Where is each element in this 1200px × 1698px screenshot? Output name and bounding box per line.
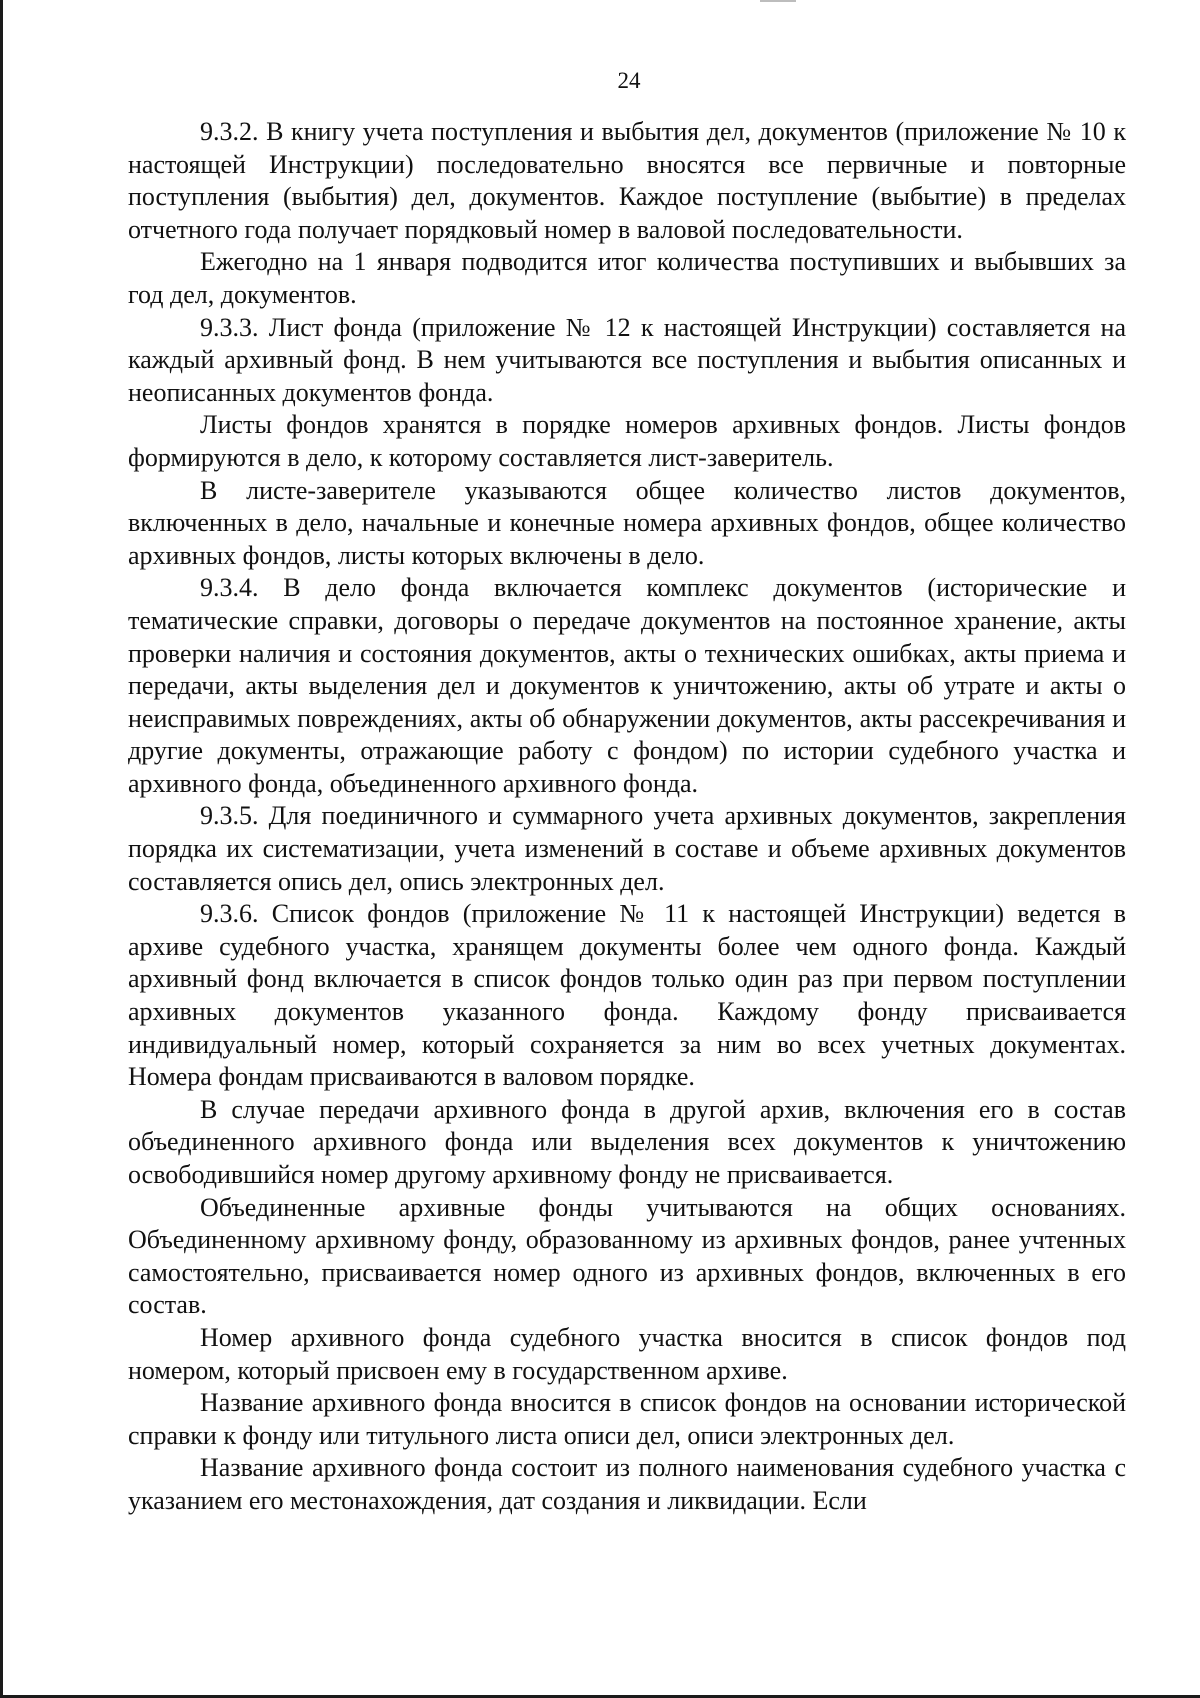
paragraph-fund-name-composition: Название архивного фонда состоит из полного наименования судебного участка с указанием его местонахождения, дат создания и ликвидации. Если bbox=[128, 1453, 1126, 1515]
paragraph-9-3-6: 9.3.6. Список фондов (приложение № 11 к настоящей Инструкции) ведется в архиве судебного участка, хранящем документы более чем одного фонда. Каждый архивный фонд включается в список фондов только один раз при первом поступлении архивных документов указанного фонда. Каждому фонду присваивается индивидуальный номер, который сохраняется за ним во всех учетных документах. Номера фондам присваиваются в валовом порядке. bbox=[128, 899, 1126, 1092]
page-number: 24 bbox=[617, 68, 641, 93]
paragraph-9-3-4: 9.3.4. В дело фонда включается комплекс документов (исторические и тематические справки, договоры о передаче документов на постоянное хранение, акты проверки наличия и состояния документов, акты о технических ошибках, акты приема и передачи, акты выделения дел и документов к уничтожению, акты об утрате и акты о неисправимых повреждениях, акты об обнаружении документов, акты рассекречивания и другие документы, отражающие работу с фондом) по истории судебного участка и архивного фонда, объединенного архивного фонда. bbox=[128, 573, 1126, 798]
paragraph-annual-total: Ежегодно на 1 января подводится итог количества поступивших и выбывших за год дел, документов. bbox=[128, 247, 1126, 309]
paragraph-certifying-sheet: В листе-заверителе указываются общее количество листов документов, включенных в дело, начальные и конечные номера архивных фондов, общее количество архивных фондов, листы которых включены в дело. bbox=[128, 475, 1126, 570]
paragraph-9-3-2: 9.3.2. В книгу учета поступления и выбытия дел, документов (приложение № 10 к настоящей Инструкции) последовательно вносятся все первичные и повторные поступления (выбытия) дел, документов. Каждое поступление (выбытие) в пределах отчетного года получает порядковый номер в валовой последовательности. bbox=[128, 117, 1126, 244]
paragraph-combined-funds: Объединенные архивные фонды учитываются на общих основаниях. Объединенному архивному фонду, образованному из архивных фондов, ранее учтенных самостоятельно, присваивается номер одного из архивных фондов, включенных в его состав. bbox=[128, 1192, 1126, 1320]
paragraph-fund-name-source: Название архивного фонда вносится в список фондов на основании исторической справки к фонду или титульного листа описи дел, описи электронных дел. bbox=[128, 1388, 1126, 1450]
paragraph-9-3-5: 9.3.5. Для поединичного и суммарного учета архивных документов, закрепления порядка их систематизации, учета изменений в составе и объеме архивных документов составляется опись дел, опись электронных дел. bbox=[128, 801, 1126, 896]
paragraph-fund-sheets-storage: Листы фондов хранятся в порядке номеров архивных фондов. Листы фондов формируются в дело, к которому составляется лист-заверитель. bbox=[128, 410, 1126, 472]
scan-left-edge bbox=[0, 0, 3, 1698]
paragraph-fund-transfer: В случае передачи архивного фонда в другой архив, включения его в состав объединенного архивного фонда или выделения всех документов к уничтожению освободившийся номер другому архивному фонду не присваивается. bbox=[128, 1094, 1126, 1189]
document-body bbox=[128, 116, 1126, 1518]
scan-top-mark bbox=[760, 0, 796, 2]
paragraph-fund-number: Номер архивного фонда судебного участка вносится в список фондов под номером, который присвоен ему в государственном архиве. bbox=[128, 1322, 1126, 1385]
paragraph-9-3-3: 9.3.3. Лист фонда (приложение № 12 к настоящей Инструкции) составляется на каждый архивный фонд. В нем учитываются все поступления и выбытия описанных и неописанных документов фонда. bbox=[128, 312, 1126, 407]
